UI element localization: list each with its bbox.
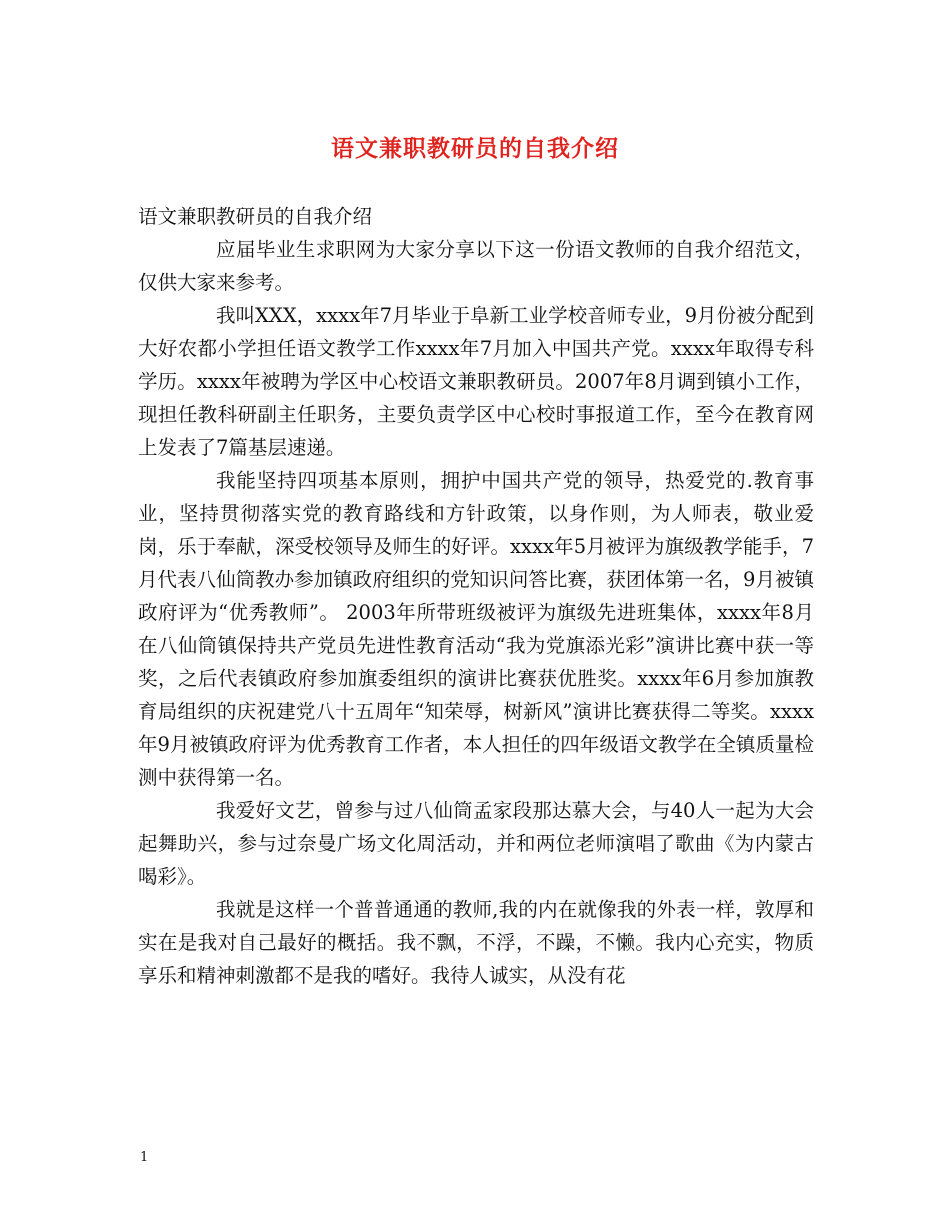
paragraph-intro: 应届毕业生求职网为大家分享以下这一份语文教师的自我介绍范文，仅供大家来参考。 [138,238,814,294]
page-number: 1 [140,1150,149,1165]
document-title: 语文兼职教研员的自我介绍 [331,135,619,162]
document-body [138,200,814,992]
paragraph-achievements: 我能坚持四项基本原则，拥护中国共产党的领导，热爱党的.教育事业，坚持贯彻落实党的教育路线和方针政策，以身作则，为人师表，敬业爱岗，乐于奉献，深受校领导及师生的好评。xxxx年5月被评为旗级教学能手，7月代表八仙筒教办参加镇政府组织的党知识问答比赛，获团体第一名，9月被镇政府评为“优秀教师”。 2003年所带班级被评为旗级先进班集体，xxxx年8月在八仙筒镇保持共产党员先进性教育活动“我为党旗添光彩”演讲比赛中获一等奖，之后代表镇政府参加旗委组织的演讲比赛获优胜奖。xxxx年6月参加旗教育局组织的庆祝建党八十五周年“知荣辱，树新风”演讲比赛获得二等奖。xxxx年9月被镇政府评为优秀教育工作者，本人担任的四年级语文教学在全镇质量检测中获得第一名。 [138,469,814,789]
document-subtitle: 语文兼职教研员的自我介绍 [138,205,373,228]
paragraph-hobbies: 我爱好文艺，曾参与过八仙筒孟家段那达慕大会，与40人一起为大会起舞助兴，参与过奈曼广场文化周活动，并和两位老师演唱了歌曲《为内蒙古喝彩》。 [138,799,814,888]
paragraph-character: 我就是这样一个普普通通的教师,我的内在就像我的外表一样，敦厚和实在是我对自己最好的概括。我不飘，不浮，不躁，不懒。我内心充实，物质享乐和精神刺激都不是我的嗜好。我待人诚实，从没有花 [138,898,814,987]
paragraph-background: 我叫XXX，xxxx年7月毕业于阜新工业学校音师专业，9月份被分配到大好农都小学担任语文教学工作xxxx年7月加入中国共产党。xxxx年取得专科学历。xxxx年被聘为学区中心校语文兼职教研员。2007年8月调到镇小工作，现担任教科研副主任职务，主要负责学区中心校时事报道工作，至今在教育网上发表了7篇基层速递。 [138,304,814,459]
